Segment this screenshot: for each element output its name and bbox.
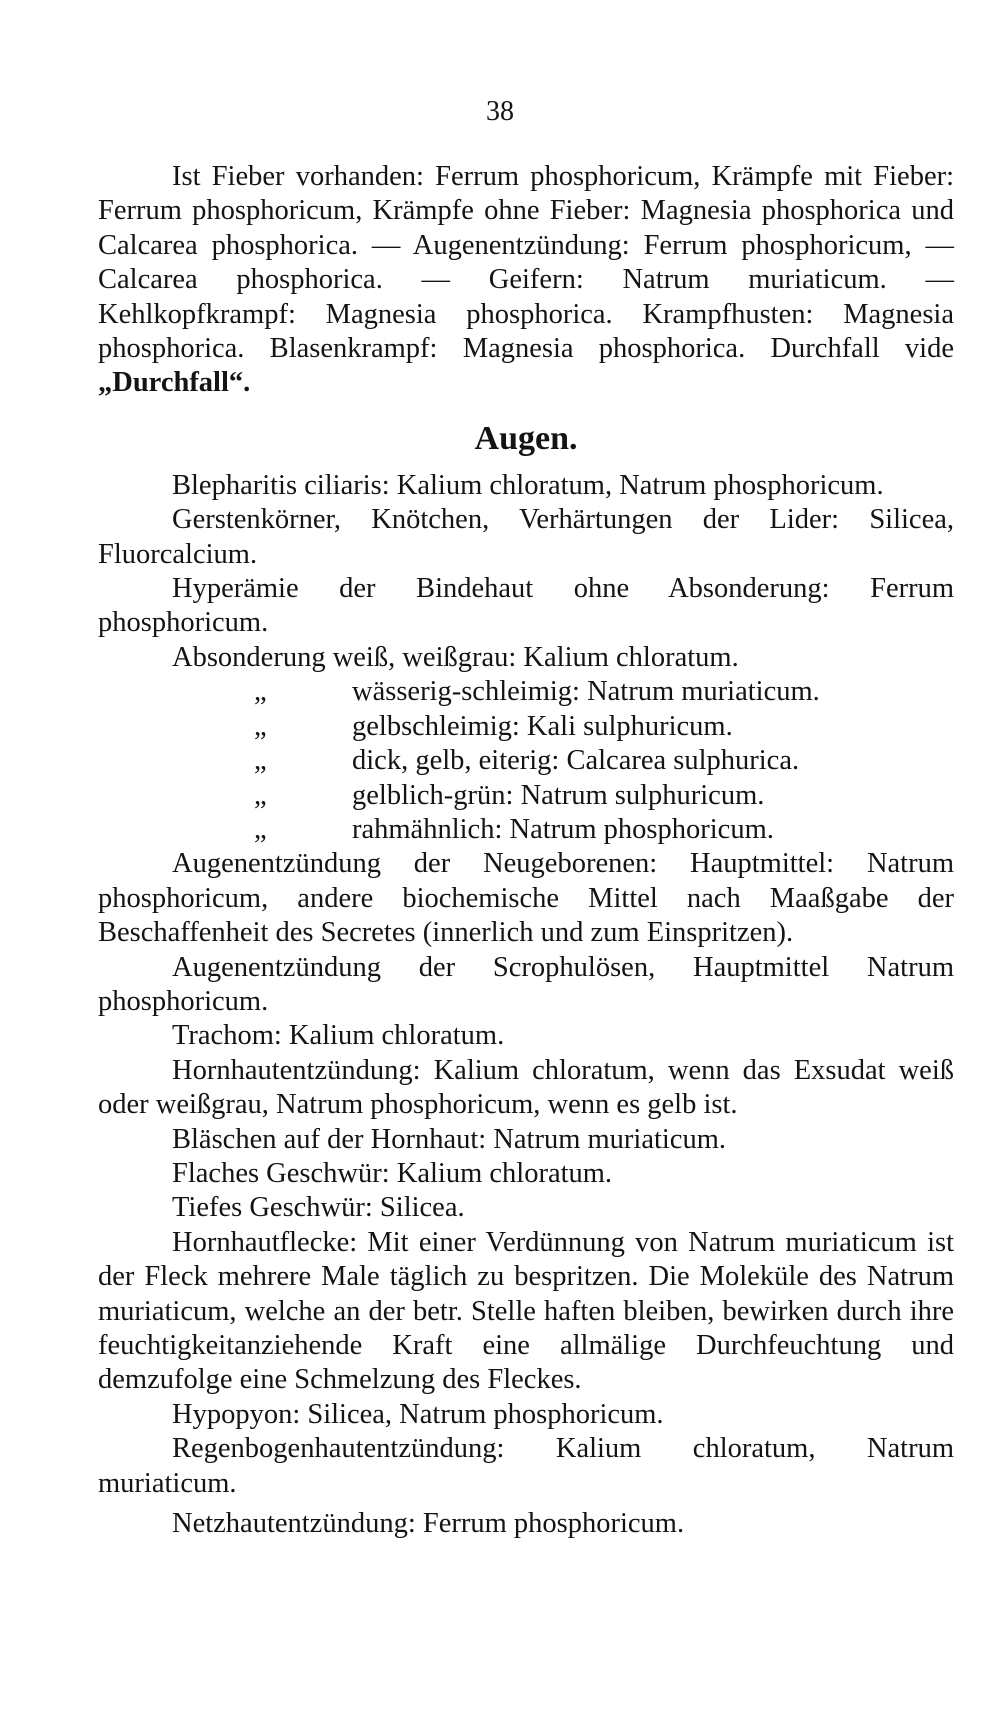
absonderung-row-text: dick, gelb, eiterig: Calcarea sulphurica.: [352, 745, 800, 777]
ditto-mark: „: [254, 676, 267, 708]
entry-flaches-geschwuer: Flaches Geschwür: Kalium chloratum.: [172, 1157, 613, 1189]
entry-hornhautentzuendung: Hornhautentzündung: Kalium chloratum, wenn das Exsudat weiß oder weißgrau, Natrum phosphoricum, wenn es gelb ist.: [98, 1054, 954, 1121]
absonderung-row-text: wässerig-schleimig: Natrum muriaticum.: [352, 676, 820, 708]
entry-augenentzuendung-scrophuloese: Augenentzündung der Scrophulösen, Hauptmittel Natrum phosphoricum.: [98, 951, 954, 1017]
absonderung-row: [98, 710, 954, 744]
entry-augenentzuendung-neugeborene: Augenentzündung der Neugeborenen: Hauptmittel: Natrum phosphoricum, andere biochemische Mittel nach Maaßgabe der Beschaffenheit des Secretes (innerlich und zum Einspritzen).: [98, 848, 954, 949]
section-heading: Augen.: [474, 419, 578, 457]
entry-hornhautflecke: Hornhautflecke: Mit einer Verdünnung von Natrum muriaticum ist der Fleck mehrere Male täglich zu bespritzen. Die Moleküle des Natrum muriaticum, welche an der betr. Stelle haften bleiben, bewirken durch ihre feuchtigkeitanziehende Kraft eine allmälige Durchfeuchtung und demzufolge eine Schmelzung des Fleckes.: [98, 1226, 954, 1396]
entry-blaeschen: Bläschen auf der Hornhaut: Natrum muriaticum.: [172, 1123, 726, 1155]
absonderung-row: [98, 779, 954, 813]
entry-hyperaemie: Hyperämie der Bindehaut ohne Absonderung: Ferrum phosphoricum.: [98, 573, 954, 639]
cross-reference: „Durchfall“.: [98, 367, 251, 399]
entry-absonderung: Absonderung weiß, weißgrau: Kalium chloratum.: [172, 641, 739, 673]
ditto-mark: „: [254, 813, 267, 845]
intro-paragraph: [98, 160, 954, 401]
page-number: 38: [486, 96, 514, 127]
absonderung-row: [98, 813, 954, 847]
entry-trachom: Trachom: Kalium chloratum.: [172, 1020, 505, 1052]
entry-blepharitis: Blepharitis ciliaris: Kalium chloratum, Natrum phosphoricum.: [172, 469, 884, 501]
absonderung-row: [98, 675, 954, 709]
entry-regenbogenhautentzuendung: Regenbogenhautentzündung: Kalium chloratum, Natrum muriaticum.: [98, 1433, 954, 1499]
ditto-mark: „: [254, 745, 267, 777]
absonderung-row: [98, 744, 954, 778]
ditto-mark: „: [254, 710, 267, 742]
ditto-mark: „: [254, 779, 267, 811]
entry-netzhautentzuendung: Netzhautentzündung: Ferrum phosphoricum.: [172, 1508, 685, 1540]
page-body: [98, 160, 954, 1541]
entry-tiefes-geschwuer: Tiefes Geschwür: Silicea.: [172, 1192, 465, 1224]
entry-hypopyon: Hypopyon: Silicea, Natrum phosphoricum.: [172, 1398, 664, 1430]
absonderung-row-text: gelblich-grün: Natrum sulphuricum.: [352, 779, 765, 811]
intro-text: Ist Fieber vorhanden: Ferrum phosphoricum, Krämpfe mit Fieber: Ferrum phosphoricum, Krämpfe ohne Fieber: Magnesia phosphorica und Calcarea phosphorica. — Augenentzündung: Ferrum phosphoricum, — Calcarea phosphorica. — Geifern: Natrum muriaticum. — Kehlkopfkrampf: Magnesia phosphorica. Krampfhusten: Magnesia phosphorica. Blasenkrampf: Magnesia phosphorica. Durchfall vide: [98, 161, 954, 365]
absonderung-row-text: rahmähnlich: Natrum phosphoricum.: [352, 813, 774, 845]
entry-gerstenkoerner: Gerstenkörner, Knötchen, Verhärtungen der Lider: Silicea, Fluorcalcium.: [98, 504, 954, 570]
absonderung-row-text: gelbschleimig: Kali sulphuricum.: [352, 710, 733, 742]
